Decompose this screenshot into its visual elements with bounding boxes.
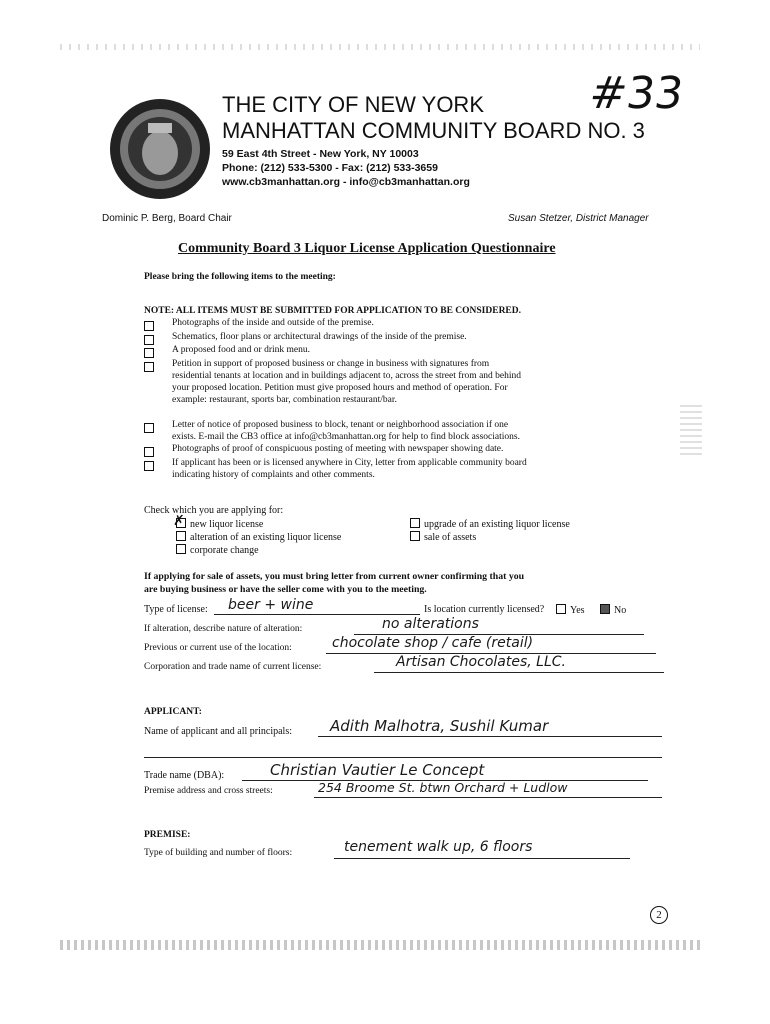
- city-seal-icon: [108, 97, 212, 201]
- checklist-item: If applicant has been or is licensed anywhere in City, letter from applicable community board: [172, 458, 527, 468]
- checkbox[interactable]: [556, 604, 566, 614]
- option-alteration[interactable]: [176, 531, 341, 543]
- applicant-name-field[interactable]: Adith Malhotra, Sushil Kumar: [330, 717, 549, 735]
- page-number: 2: [656, 909, 662, 921]
- sale-note: If applying for sale of assets, you must bring letter from current owner confirming that you: [144, 571, 525, 582]
- option-new[interactable]: [173, 513, 264, 530]
- checklist-item: residential tenants at location and in buildings adjacent to, across the street from and behind: [172, 371, 522, 381]
- board-web: www.cb3manhattan.org - info@cb3manhattan.org: [222, 176, 470, 188]
- scan-edge-top: [60, 44, 700, 50]
- checklist-item: Schematics, floor plans or architectural drawings of the inside of the premise.: [172, 332, 467, 342]
- checkbox[interactable]: [410, 518, 420, 528]
- corporation-line: [374, 672, 664, 673]
- checkbox-checked-icon[interactable]: ✗: [173, 513, 185, 529]
- building-type-line: [334, 858, 630, 859]
- checkbox[interactable]: [410, 531, 420, 541]
- checkbox[interactable]: [144, 447, 154, 457]
- checkbox[interactable]: [176, 544, 186, 554]
- option-label: alteration of an existing liquor license: [190, 532, 342, 543]
- page-number-badge: [650, 906, 668, 924]
- licensed-no[interactable]: [600, 604, 626, 616]
- option-label: corporate change: [190, 545, 259, 556]
- board-name: MANHATTAN COMMUNITY BOARD NO. 3: [222, 118, 645, 143]
- premise-address-line: [314, 797, 662, 798]
- option-upgrade[interactable]: [410, 518, 570, 530]
- option-label: upgrade of an existing liquor license: [424, 519, 570, 530]
- alteration-field[interactable]: no alterations: [382, 616, 479, 632]
- checkbox[interactable]: [144, 461, 154, 471]
- checkbox-checked-icon[interactable]: [600, 604, 610, 614]
- building-type-label: Type of building and number of floors:: [144, 848, 293, 858]
- checklist-item: Photographs of the inside and outside of the premise.: [172, 318, 374, 328]
- option-label: sale of assets: [424, 532, 477, 543]
- checklist-item: A proposed food and or drink menu.: [172, 345, 310, 355]
- checkbox[interactable]: [144, 362, 154, 372]
- city-name: THE CITY OF NEW YORK: [222, 92, 484, 117]
- applicant-name-line: [144, 757, 662, 758]
- licensed-yes[interactable]: [556, 604, 585, 616]
- note-text: NOTE: ALL ITEMS MUST BE SUBMITTED FOR APPLICATION TO BE CONSIDERED.: [144, 306, 522, 316]
- checkbox[interactable]: [176, 531, 186, 541]
- handwritten-number: #33: [586, 68, 687, 119]
- option-sale[interactable]: [410, 531, 476, 543]
- applicant-name-label: Name of applicant and all principals:: [144, 726, 293, 737]
- previous-use-field[interactable]: chocolate shop / cafe (retail): [332, 635, 534, 651]
- checklist-item: exists. E-mail the CB3 office at info@cb3manhattan.org for help to find block associations.: [172, 432, 520, 442]
- scan-edge-right: [680, 405, 702, 455]
- trade-name-label: Trade name (DBA):: [144, 770, 225, 781]
- license-type-field[interactable]: beer + wine: [228, 597, 314, 613]
- board-phone: Phone: (212) 533-5300 - Fax: (212) 533-3659: [222, 162, 438, 174]
- premise-heading: PREMISE:: [144, 830, 191, 840]
- checklist-item: Photographs of proof of conspicuous posting of meeting with newspaper showing date.: [172, 444, 504, 454]
- previous-use-label: Previous or current use of the location:: [144, 643, 292, 653]
- premise-address-label: Premise address and cross streets:: [144, 786, 273, 796]
- corporation-field[interactable]: Artisan Chocolates, LLC.: [396, 654, 566, 670]
- license-type-line: [214, 614, 420, 615]
- checklist-item: Petition in support of proposed business or change in business with signatures from: [172, 359, 490, 369]
- no-label: No: [614, 605, 627, 616]
- alteration-label: If alteration, describe nature of alteration:: [144, 624, 303, 634]
- license-type-label: Type of license:: [144, 604, 208, 615]
- licensed-label: Is location currently licensed?: [424, 604, 545, 615]
- checkbox[interactable]: [144, 321, 154, 331]
- option-corporate[interactable]: [176, 544, 259, 556]
- yes-label: Yes: [570, 605, 585, 616]
- sale-note: are buying business or have the seller come with you to the meeting.: [144, 584, 427, 595]
- checkbox[interactable]: [144, 348, 154, 358]
- district-manager: Susan Stetzer, District Manager: [508, 213, 649, 224]
- checklist-item: your proposed location. Petition must give proposed hours and method of operation. For: [172, 383, 508, 393]
- board-address: 59 East 4th Street - New York, NY 10003: [222, 148, 419, 160]
- form-title: Community Board 3 Liquor License Application Questionnaire: [178, 241, 556, 256]
- intro-text: Please bring the following items to the meeting:: [144, 272, 336, 282]
- checklist-item: indicating history of complaints and other comments.: [172, 470, 375, 480]
- checklist-item: Letter of notice of proposed business to block, tenant or neighborhood association if one: [172, 420, 509, 430]
- applicant-heading: APPLICANT:: [144, 707, 202, 717]
- scan-edge-bottom: [60, 940, 700, 950]
- applying-prompt: Check which you are applying for:: [144, 505, 284, 516]
- trade-name-field[interactable]: Christian Vautier Le Concept: [270, 761, 485, 779]
- checkbox[interactable]: [144, 335, 154, 345]
- premise-address-field[interactable]: 254 Broome St. btwn Orchard + Ludlow: [318, 780, 568, 795]
- applicant-name-line: [318, 736, 662, 737]
- option-label: new liquor license: [190, 519, 264, 530]
- building-type-field[interactable]: tenement walk up, 6 floors: [344, 839, 533, 855]
- board-chair: Dominic P. Berg, Board Chair: [102, 213, 232, 224]
- checkbox[interactable]: [144, 423, 154, 433]
- checklist-item: example: restaurant, sports bar, combination restaurant/bar.: [172, 395, 397, 405]
- corporation-label: Corporation and trade name of current license:: [144, 662, 322, 672]
